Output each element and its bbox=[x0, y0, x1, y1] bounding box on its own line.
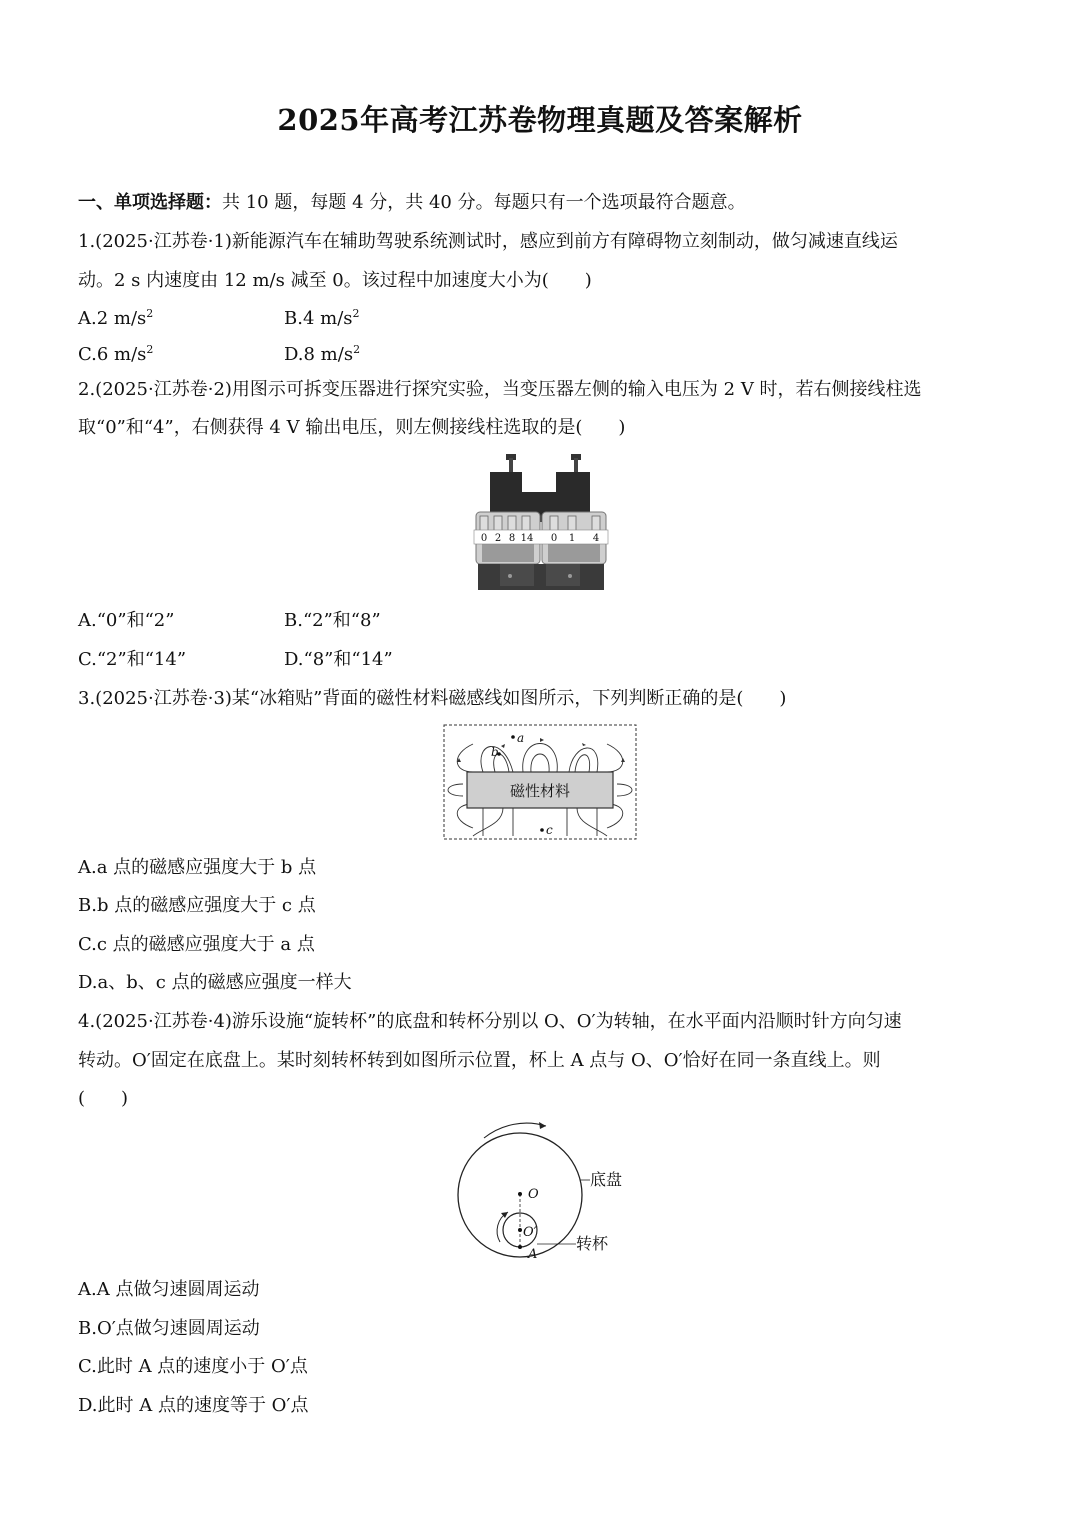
section-heading: 一、单项选择题： bbox=[78, 192, 222, 213]
knob-stem bbox=[509, 458, 513, 472]
point-O-prime-dot bbox=[518, 1228, 522, 1232]
q4-option-b: B.O′点做匀速圆周运动 bbox=[78, 1318, 260, 1339]
q1-option-d bbox=[284, 342, 360, 368]
terminal-label: 2 bbox=[494, 533, 502, 544]
q1-option-d-text: D.8 m/s bbox=[284, 344, 354, 365]
terminal-post bbox=[592, 516, 600, 532]
point-O-label: O bbox=[528, 1187, 539, 1202]
terminal-label: 4 bbox=[592, 533, 600, 544]
q1-option-c bbox=[78, 342, 153, 368]
terminal-post bbox=[508, 516, 516, 532]
arrow-head bbox=[539, 1122, 546, 1129]
magnetic-field-figure bbox=[443, 724, 637, 840]
q1-stem-line1: 1.(2025·江苏卷·1)新能源汽车在辅助驾驶系统测试时，感应到前方有障碍物立刻制动，做匀减速直线运 bbox=[78, 231, 898, 252]
superscript: 2 bbox=[146, 343, 154, 356]
point-O-dot bbox=[518, 1192, 522, 1196]
base-panel bbox=[546, 564, 580, 586]
field-line bbox=[617, 784, 632, 796]
terminal-post bbox=[480, 516, 488, 532]
rotating-cup-figure bbox=[440, 1118, 640, 1268]
field-line bbox=[523, 744, 558, 773]
q4-stem-line1: 4.(2025·江苏卷·4)游乐设施“旋转杯”的底盘和转杯分别以 O、O′为转轴，在水平面内沿顺时针方向匀速 bbox=[78, 1011, 902, 1032]
cup-label: 转杯 bbox=[576, 1234, 609, 1253]
q2-option-a: A.“0”和“2” bbox=[78, 610, 175, 631]
point-O-prime-label: O′ bbox=[523, 1225, 537, 1240]
field-line bbox=[483, 808, 597, 836]
q1-option-b bbox=[284, 306, 360, 332]
section-header bbox=[78, 190, 746, 216]
arrow-marker bbox=[540, 738, 544, 742]
terminal-post bbox=[568, 516, 576, 532]
base-panel bbox=[500, 564, 534, 586]
transformer-base bbox=[478, 564, 604, 590]
q4-stem-line3: ( ) bbox=[78, 1088, 129, 1109]
superscript: 2 bbox=[352, 307, 360, 320]
q2-stem-line2: 取“0”和“4”，右侧获得 4 V 输出电压，则左侧接线柱选取的是( ) bbox=[78, 417, 626, 438]
section-description: 共 10 题，每题 4 分，共 40 分。每题只有一个选项最符合题意。 bbox=[222, 192, 746, 213]
knob-stem bbox=[574, 458, 578, 472]
arrow-marker bbox=[582, 743, 586, 746]
magnetic-material-label: 磁性材料 bbox=[509, 782, 571, 800]
q2-option-c: C.“2”和“14” bbox=[78, 649, 187, 670]
q1-option-b-text: B.4 m/s bbox=[284, 308, 353, 329]
superscript: 2 bbox=[353, 343, 361, 356]
point-c-dot bbox=[540, 828, 544, 832]
point-A-label: A bbox=[528, 1247, 538, 1262]
point-b-label: b bbox=[491, 745, 499, 759]
point-A-dot bbox=[518, 1245, 522, 1249]
transformer-figure bbox=[470, 452, 610, 594]
page-title: 2025年高考江苏卷物理真题及答案解析 bbox=[277, 103, 803, 137]
q4-option-a: A.A 点做匀速圆周运动 bbox=[78, 1279, 260, 1300]
q1-option-c-text: C.6 m/s bbox=[78, 344, 147, 365]
terminal-post bbox=[494, 516, 502, 532]
terminal-label: 14 bbox=[520, 533, 534, 544]
q4-option-c: C.此时 A 点的速度小于 O′点 bbox=[78, 1356, 308, 1377]
field-line bbox=[575, 755, 590, 772]
terminal-post bbox=[550, 516, 558, 532]
terminal-post bbox=[522, 516, 530, 532]
q2-stem-line1: 2.(2025·江苏卷·2)用图示可拆变压器进行探究实验，当变压器左侧的输入电压为 2 V 时，若右侧接线柱选 bbox=[78, 379, 922, 400]
q3-stem: 3.(2025·江苏卷·3)某“冰箱贴”背面的磁性材料磁感线如图所示，下列判断正确的是( ) bbox=[78, 688, 787, 709]
cup-rotation-arrow bbox=[497, 1212, 508, 1242]
screw bbox=[568, 574, 572, 578]
terminal-label: 0 bbox=[480, 533, 488, 544]
screw bbox=[508, 574, 512, 578]
terminal-label: 1 bbox=[568, 533, 576, 544]
terminal-label: 0 bbox=[550, 533, 558, 544]
q3-option-b: B.b 点的磁感应强度大于 c 点 bbox=[78, 895, 316, 916]
q4-option-d: D.此时 A 点的速度等于 O′点 bbox=[78, 1395, 309, 1416]
q3-option-a: A.a 点的磁感应强度大于 b 点 bbox=[78, 857, 317, 878]
q2-option-d: D.“8”和“14” bbox=[284, 649, 393, 670]
field-line bbox=[473, 808, 607, 836]
q1-option-a-text: A.2 m/s bbox=[78, 308, 147, 329]
point-c-label: c bbox=[546, 823, 553, 837]
base-disk-label: 底盘 bbox=[590, 1170, 623, 1189]
field-line bbox=[531, 754, 549, 772]
superscript: 2 bbox=[146, 307, 154, 320]
point-a-label: a bbox=[517, 731, 525, 745]
q2-option-b: B.“2”和“8” bbox=[284, 610, 381, 631]
point-a-dot bbox=[511, 735, 515, 739]
field-line bbox=[569, 748, 598, 772]
arrow-marker bbox=[621, 758, 625, 762]
terminal-label: 8 bbox=[508, 533, 516, 544]
arrow-marker bbox=[501, 744, 505, 748]
q1-option-a bbox=[78, 306, 153, 332]
q1-stem-line2: 动。2 s 内速度由 12 m/s 减至 0。该过程中加速度大小为( ) bbox=[78, 270, 592, 291]
q4-stem-line2: 转动。O′固定在底盘上。某时刻转杯转到如图所示位置，杯上 A 点与 O、O′恰好在同一条直线上。则 bbox=[78, 1050, 881, 1071]
q3-option-d: D.a、b、c 点的磁感应强度一样大 bbox=[78, 972, 352, 993]
field-line bbox=[448, 784, 463, 796]
q3-option-c: C.c 点的磁感应强度大于 a 点 bbox=[78, 934, 315, 955]
